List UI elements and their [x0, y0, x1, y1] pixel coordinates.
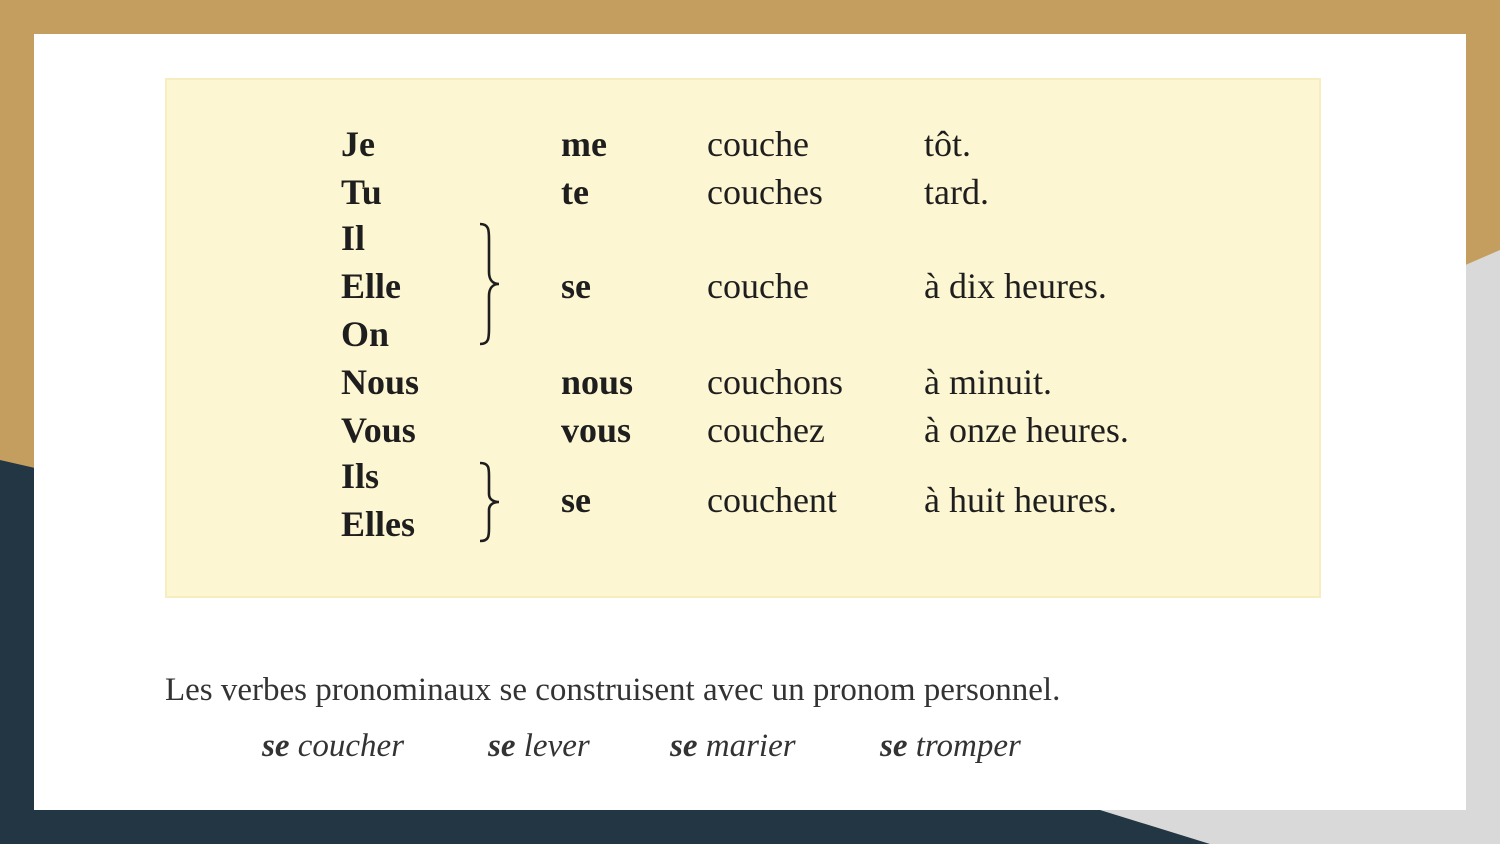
example-se-coucher	[262, 726, 404, 766]
complement-tot: tôt.	[924, 124, 972, 164]
pronoun-je: Je	[341, 124, 375, 164]
conjugation-table	[165, 78, 1321, 598]
example-se-lever	[488, 726, 590, 766]
reflexive-nous: nous	[561, 362, 634, 402]
reflexive-me: me	[561, 124, 607, 164]
verb-couchons: couchons	[707, 362, 843, 402]
example-verb: tromper	[915, 728, 1021, 764]
example-verb: marier	[705, 728, 796, 764]
reflexive-vous: vous	[561, 410, 632, 450]
verb-couche-3: couche	[707, 266, 809, 306]
pronoun-on: On	[341, 314, 390, 354]
pronoun-elles: Elles	[341, 504, 416, 544]
example-se-tromper	[880, 726, 1021, 766]
example-pronoun: se	[670, 728, 698, 764]
example-se-marier	[670, 726, 796, 766]
slide-card	[34, 34, 1466, 810]
complement-onze-heures: à onze heures.	[924, 410, 1129, 450]
complement-huit-heures: à huit heures.	[924, 480, 1117, 520]
verb-couche: couche	[707, 124, 809, 164]
pronoun-elle: Elle	[341, 266, 401, 306]
pronoun-ils: Ils	[341, 456, 380, 496]
pronoun-vous: Vous	[341, 410, 416, 450]
reflexive-se-plural: se	[561, 480, 591, 520]
reflexive-se: se	[561, 266, 591, 306]
rule-sentence: Les verbes pronominaux se construisent avec un pronom personnel.	[165, 672, 1061, 708]
verb-couches: couches	[707, 172, 823, 212]
brace-il-elle-on	[477, 220, 503, 348]
example-pronoun: se	[880, 728, 908, 764]
verb-couchez: couchez	[707, 410, 825, 450]
pronoun-nous: Nous	[341, 362, 420, 402]
brace-ils-elles	[477, 460, 503, 544]
pronoun-il: Il	[341, 218, 366, 258]
example-pronoun: se	[262, 728, 290, 764]
pronoun-tu: Tu	[341, 172, 382, 212]
example-pronoun: se	[488, 728, 516, 764]
complement-minuit: à minuit.	[924, 362, 1052, 402]
verb-couchent: couchent	[707, 480, 837, 520]
complement-dix-heures: à dix heures.	[924, 266, 1107, 306]
example-verb: lever	[523, 728, 590, 764]
example-verb: coucher	[297, 728, 405, 764]
reflexive-te: te	[561, 172, 589, 212]
complement-tard: tard.	[924, 172, 989, 212]
